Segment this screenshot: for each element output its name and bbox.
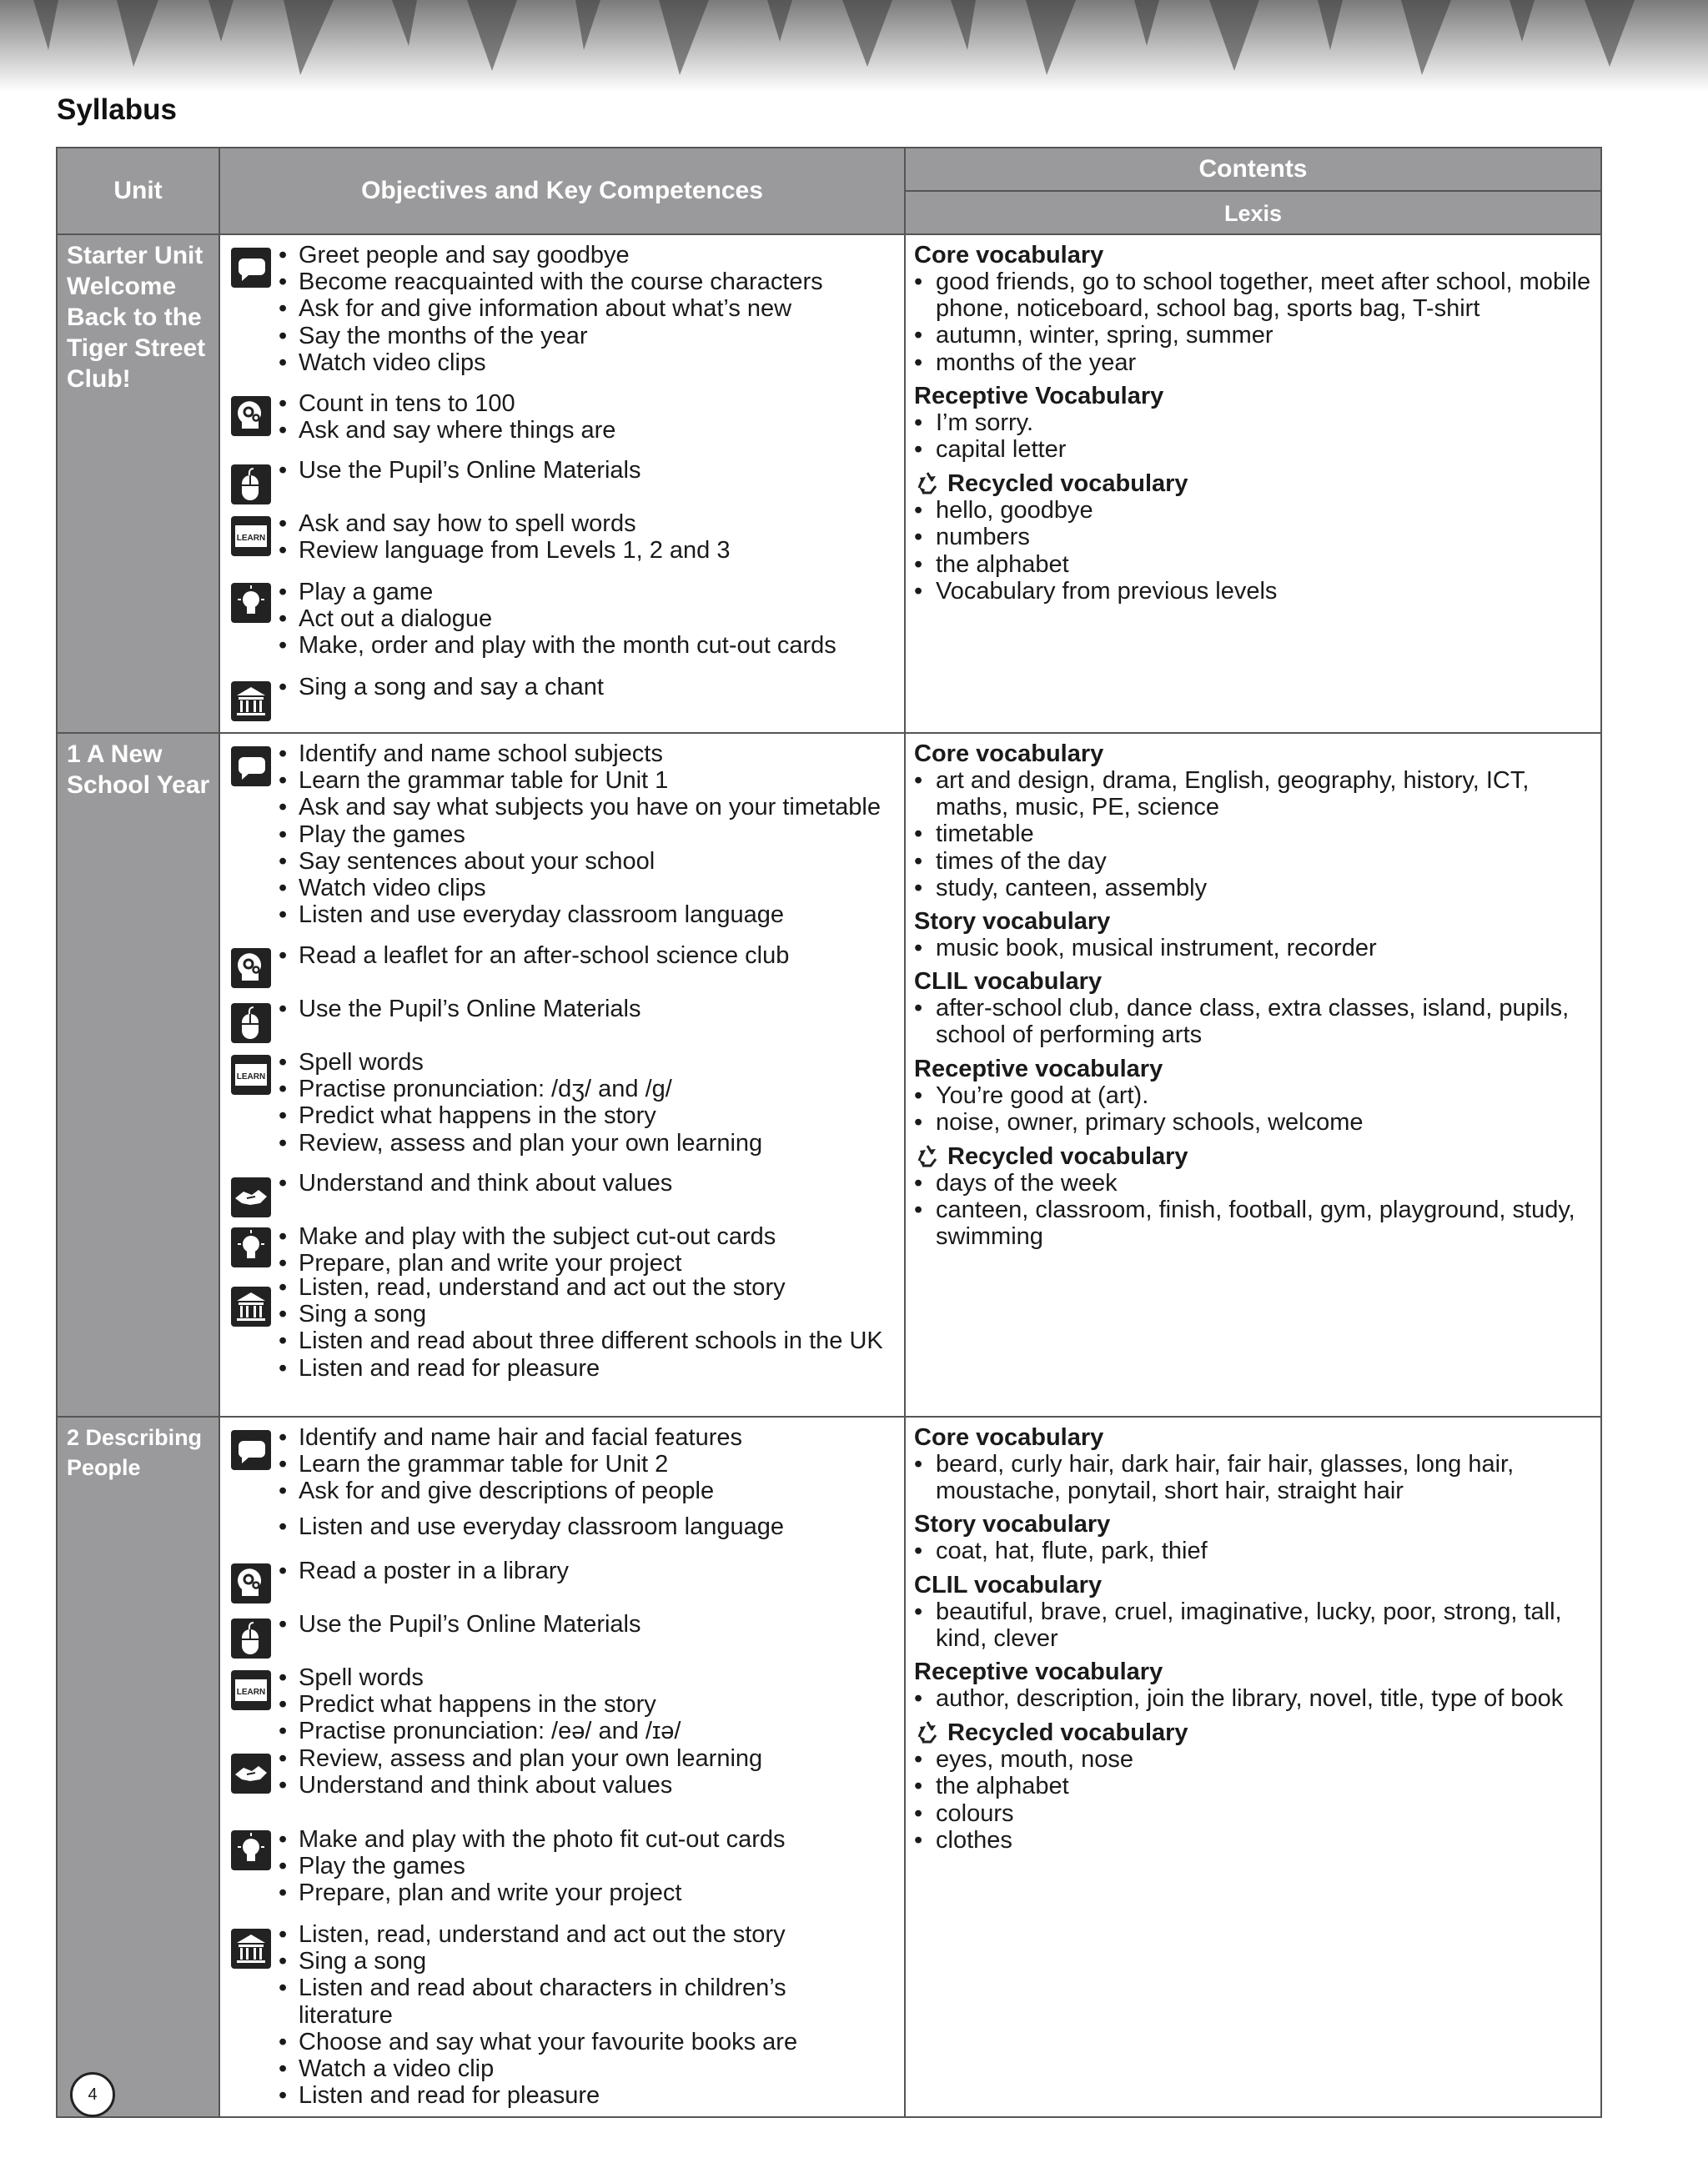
svg-text:LEARN: LEARN [236, 1072, 266, 1082]
list-item: • Spell words [279, 1049, 908, 1076]
recycle-icon [914, 1142, 941, 1169]
list-item: • after-school club, dance class, extra classes, island, pupils, school of performing arts [914, 995, 1598, 1048]
unit-name: Starter Unit Welcome Back to the Tiger Street Club! [67, 242, 206, 393]
list-item: • Become reacquainted with the course characters [279, 268, 908, 295]
list-item: • Use the Pupil’s Online Materials [279, 996, 908, 1022]
computer-mouse-icon [230, 1002, 272, 1044]
lexis-heading: CLIL vocabulary [914, 1571, 1103, 1598]
objective-list [279, 510, 908, 564]
list-item: • Learn the grammar table for Unit 1 [279, 767, 908, 794]
list-item: • Act out a dialogue [279, 605, 908, 632]
objective-list [279, 1611, 908, 1638]
lexis-heading [914, 1719, 1598, 1746]
list-item: • Listen and use everyday classroom language [279, 901, 908, 928]
lexis-heading: Core vocabulary [914, 242, 1104, 268]
list-item: • Ask and say how to spell words [279, 510, 908, 537]
list-item: • capital letter [914, 436, 1598, 463]
objective-list [279, 1170, 908, 1197]
list-item: • beautiful, brave, cruel, imaginative, lucky, poor, strong, tall, kind, clever [914, 1598, 1598, 1652]
lexis-heading [914, 1142, 1598, 1170]
header-lexis: Lexis [1223, 200, 1283, 226]
list-item: • Identify and name school subjects [279, 740, 908, 767]
list-item: • Predict what happens in the story [279, 1102, 908, 1129]
list-item: • Use the Pupil’s Online Materials [279, 457, 908, 484]
list-item: • Review, assess and plan your own learning [279, 1130, 908, 1157]
list-item: • Listen and read about characters in children’s literature [279, 1975, 829, 2028]
list-item: • Choose and say what your favourite books are [279, 2029, 829, 2055]
list-item: • Review language from Levels 1, 2 and 3 [279, 537, 908, 564]
learn-book-icon [230, 515, 272, 557]
list-item: • Sing a song [279, 1948, 829, 1975]
list-item: • Say sentences about your school [279, 848, 908, 875]
list-item: • Ask for and give information about what’s new [279, 295, 908, 322]
list-item: • Watch video clips [279, 349, 908, 376]
list-item: • Understand and think about values [279, 1772, 908, 1799]
computer-mouse-icon [230, 464, 272, 505]
lexis-heading: CLIL vocabulary [914, 968, 1103, 996]
lexis-heading: Story vocabulary [914, 908, 1111, 936]
lexis-cell [914, 1424, 1598, 1854]
lexis-list [914, 1598, 1598, 1652]
unit-cell [58, 1418, 219, 2116]
unit-cell [58, 734, 219, 1416]
header-objectives: Objectives and Key Competences [361, 177, 763, 204]
list-item: • Play the games [279, 821, 908, 848]
list-item: • Identify and name hair and facial features [279, 1424, 908, 1451]
lexis-list [914, 1538, 1598, 1564]
lexis-list [914, 497, 1598, 605]
list-item: • Greet people and say goodbye [279, 242, 908, 268]
speech-bubble-icon [230, 247, 272, 289]
lexis-heading: Story vocabulary [914, 1511, 1111, 1538]
lexis-heading-text: Recycled vocabulary [947, 1719, 1188, 1747]
list-item: • Use the Pupil’s Online Materials [279, 1611, 908, 1638]
lexis-list [914, 268, 1598, 376]
list-item: • Vocabulary from previous levels [914, 578, 1598, 605]
list-item: • study, canteen, assembly [914, 875, 1598, 901]
lexis-list [914, 1082, 1598, 1136]
objective-list [279, 1826, 908, 1907]
list-item: • Watch video clips [279, 875, 908, 901]
list-item: • Practise pronunciation: /eə/ and /ɪə/ [279, 1718, 908, 1744]
list-item: • Read a leaflet for an after-school science club [279, 942, 908, 969]
unit-name: 1 A New School Year [67, 740, 210, 799]
list-item: • Ask and say what subjects you have on your timetable [279, 794, 908, 821]
row-divider [58, 1416, 1600, 1418]
lexis-list [914, 1170, 1598, 1251]
list-item: • Understand and think about values [279, 1170, 908, 1197]
list-item: • You’re good at (art). [914, 1082, 1598, 1109]
column-divider [219, 148, 220, 2116]
lexis-heading [914, 469, 1598, 497]
list-item: • times of the day [914, 848, 1598, 875]
list-item: • music book, musical instrument, recorder [914, 935, 1598, 961]
lexis-cell [914, 740, 1598, 1251]
objective-list [279, 996, 908, 1022]
list-item: • Count in tens to 100 [279, 390, 908, 417]
objective-list [279, 1424, 908, 1540]
list-item: • autumn, winter, spring, summer [914, 322, 1598, 349]
stripe-header-decoration [0, 0, 1708, 92]
museum-icon [230, 1286, 272, 1327]
list-item: • the alphabet [914, 1773, 1598, 1799]
recycle-icon [914, 469, 941, 496]
list-item: • Spell words [279, 1664, 908, 1691]
lexis-list [914, 1685, 1598, 1712]
list-item: • hello, goodbye [914, 497, 1598, 524]
lexis-heading: Receptive vocabulary [914, 1659, 1163, 1686]
table-header [58, 148, 1600, 233]
computer-mouse-icon [230, 1618, 272, 1659]
list-item: • numbers [914, 524, 1598, 550]
objective-list [279, 942, 908, 969]
lexis-list [914, 1746, 1598, 1854]
list-item: • days of the week [914, 1170, 1598, 1197]
lexis-heading: Core vocabulary [914, 1424, 1104, 1451]
list-item: • Prepare, plan and write your project [279, 1879, 908, 1906]
lexis-heading: Core vocabulary [914, 740, 1104, 767]
header-contents: Contents [906, 148, 1600, 192]
lexis-list [914, 935, 1598, 961]
list-item: • Listen and read about three different schools in the UK [279, 1327, 908, 1354]
objective-list [279, 1274, 908, 1382]
list-item: • Watch a video clip [279, 2055, 829, 2082]
list-item: • Learn the grammar table for Unit 2 [279, 1451, 908, 1478]
lexis-cell [914, 242, 1598, 605]
list-item: • Make and play with the photo fit cut-out cards [279, 1826, 908, 1853]
objective-list [279, 674, 908, 700]
list-item: • Say the months of the year [279, 323, 908, 349]
list-item: • colours [914, 1800, 1598, 1827]
lexis-list [914, 995, 1598, 1048]
page-title: Syllabus [57, 93, 177, 126]
speech-bubble-icon [230, 1429, 272, 1471]
list-item: • Listen and use everyday classroom language [279, 1513, 908, 1540]
handshake-icon [230, 1753, 272, 1794]
list-item: • months of the year [914, 349, 1598, 376]
museum-icon [230, 1928, 272, 1970]
gears-head-icon [230, 1563, 272, 1604]
lexis-heading-text: Recycled vocabulary [947, 470, 1188, 498]
list-item: • the alphabet [914, 551, 1598, 578]
list-item: • good friends, go to school together, meet after school, mobile phone, noticeboard, school bag, sports bag, T-shirt [914, 268, 1598, 322]
page-number: 4 [70, 2072, 115, 2117]
svg-text:LEARN: LEARN [236, 1688, 266, 1697]
list-item: • Listen, read, understand and act out the story [279, 1921, 829, 1948]
list-item: • coat, hat, flute, park, thief [914, 1538, 1598, 1564]
list-item: • clothes [914, 1827, 1598, 1854]
list-item: • Read a poster in a library [279, 1558, 908, 1584]
list-item: • Review, assess and plan your own learning [279, 1745, 908, 1772]
learn-book-icon [230, 1669, 272, 1711]
list-item: • Play the games [279, 1853, 908, 1879]
objective-list [279, 390, 908, 444]
objective-list [279, 1921, 829, 2109]
objective-list [279, 740, 908, 928]
lightbulb-icon [230, 582, 272, 624]
lexis-heading: Receptive vocabulary [914, 1055, 1163, 1082]
objective-list [279, 457, 908, 484]
recycle-icon [914, 1719, 941, 1745]
list-item: • Make, order and play with the month cut-out cards [279, 632, 908, 659]
svg-text:LEARN: LEARN [236, 534, 266, 543]
lexis-heading-text: Recycled vocabulary [947, 1143, 1188, 1171]
list-item: • art and design, drama, English, geography, history, ICT, maths, music, PE, science [914, 767, 1598, 821]
gears-head-icon [230, 395, 272, 437]
list-item: • Listen, read, understand and act out the story [279, 1274, 908, 1301]
unit-cell [58, 235, 219, 732]
list-item: • Listen and read for pleasure [279, 2082, 829, 2109]
objective-list [279, 242, 908, 376]
handshake-icon [230, 1177, 272, 1218]
lexis-list [914, 1451, 1598, 1504]
header-unit: Unit [113, 177, 163, 204]
list-item: • Practise pronunciation: /dʒ/ and /g/ [279, 1076, 908, 1102]
objective-list [279, 1049, 908, 1157]
list-item: • Prepare, plan and write your project [279, 1250, 908, 1277]
list-item: • canteen, classroom, finish, football, gym, playground, study, swimming [914, 1197, 1598, 1250]
objective-list [279, 579, 908, 660]
learn-book-icon [230, 1054, 272, 1096]
syllabus-table [56, 147, 1602, 2118]
list-item: • Sing a song [279, 1301, 908, 1327]
list-item: • Ask and say where things are [279, 417, 908, 444]
objective-list [279, 1664, 908, 1799]
list-item: • Play a game [279, 579, 908, 605]
list-item: • eyes, mouth, nose [914, 1746, 1598, 1773]
museum-icon [230, 680, 272, 722]
lightbulb-icon [230, 1829, 272, 1871]
lexis-heading: Receptive Vocabulary [914, 382, 1164, 409]
list-item: • beard, curly hair, dark hair, fair hair, glasses, long hair, moustache, ponytail, short hair, straight hair [914, 1451, 1598, 1504]
list-item: • Sing a song and say a chant [279, 674, 908, 700]
objective-list [279, 1223, 908, 1277]
lightbulb-icon [230, 1227, 272, 1268]
unit-name: 2 Describing People [67, 1425, 203, 1480]
list-item: • Listen and read for pleasure [279, 1355, 908, 1382]
list-item: • I’m sorry. [914, 409, 1598, 436]
row-divider [58, 732, 1600, 734]
list-item: • Predict what happens in the story [279, 1691, 908, 1718]
list-item: • timetable [914, 821, 1598, 847]
list-item: • Ask for and give descriptions of people [279, 1478, 908, 1504]
row-divider [58, 233, 1600, 235]
objective-list [279, 1558, 908, 1584]
list-item: • author, description, join the library, novel, title, type of book [914, 1685, 1598, 1712]
gears-head-icon [230, 947, 272, 989]
list-item: • Make and play with the subject cut-out cards [279, 1223, 908, 1250]
lexis-list [914, 409, 1598, 463]
lexis-list [914, 767, 1598, 901]
speech-bubble-icon [230, 745, 272, 787]
list-item: • noise, owner, primary schools, welcome [914, 1109, 1598, 1136]
